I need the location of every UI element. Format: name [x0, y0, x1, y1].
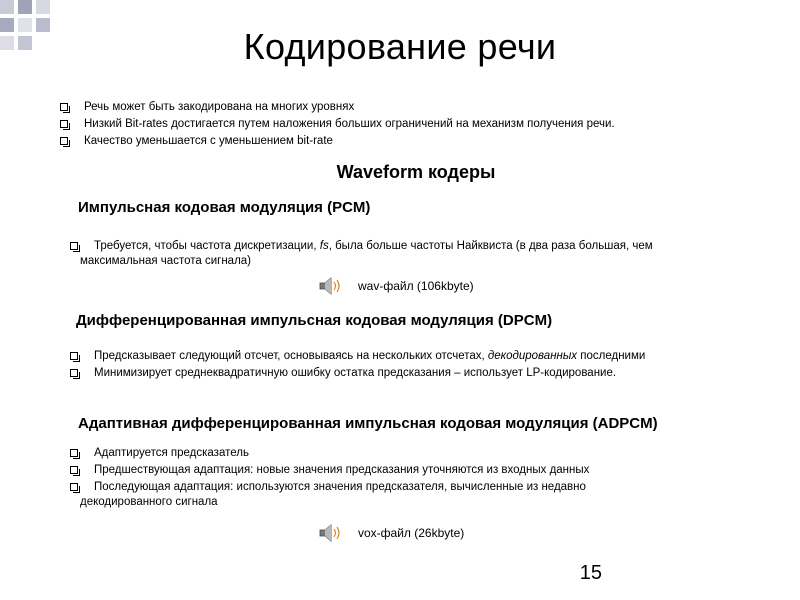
checkbox-bullet-icon [70, 352, 78, 360]
speaker-icon[interactable] [318, 275, 344, 297]
checkbox-bullet-icon [70, 466, 78, 474]
adpcm-bullet-list [66, 445, 776, 496]
checkbox-bullet-icon [60, 137, 68, 145]
adpcm-heading: Адаптивная дифференцированная импульсная кодовая модуляция (ADPCM) [78, 415, 658, 432]
list-item: Предшествующая адаптация: новые значения предсказания уточняются из входных данных [66, 462, 776, 479]
dpcm-heading: Дифференцированная импульсная кодовая модуляция (DPCM) [76, 312, 553, 329]
list-item: Минимизирует среднеквадратичную ошибку остатка предсказания – использует LP-кодирование. [66, 365, 776, 382]
adpcm-bullet-continuation: декодированного сигнала [80, 496, 218, 508]
checkbox-bullet-icon [60, 120, 68, 128]
list-item: Требуется, чтобы частота дискретизации, fs, была больше частоты Найквиста (в два раза большая, чем [66, 238, 766, 255]
pcm-bullet-continuation: максимальная частота сигнала) [80, 255, 252, 267]
intro-bullet-list [56, 99, 776, 150]
slide-title: Кодирование речи [243, 26, 557, 67]
speaker-icon[interactable] [318, 522, 344, 544]
waveform-heading: Waveform кодеры [336, 162, 496, 182]
list-item: Предсказывает следующий отсчет, основываясь на нескольких отсчетах, декодированных последними [66, 348, 776, 365]
list-item: Низкий Bit-rates достигается путем наложения больших ограничений на механизм получения речи. [56, 116, 776, 133]
list-item: Последующая адаптация: используются значения предсказателя, вычисленные из недавно [66, 479, 776, 496]
pcm-bullet-list [66, 238, 766, 255]
dpcm-bullet-list [66, 348, 776, 382]
list-item: Адаптируется предсказатель [66, 445, 776, 462]
page-number: 15 [579, 562, 602, 584]
checkbox-bullet-icon [70, 242, 78, 250]
list-item: Речь может быть закодирована на многих уровнях [56, 99, 776, 116]
pcm-heading: Импульсная кодовая модуляция (PCM) [78, 199, 371, 216]
adpcm-audio-label[interactable]: vox-файл (26kbyte) [358, 526, 465, 540]
checkbox-bullet-icon [70, 449, 78, 457]
pcm-audio-label[interactable]: wav-файл (106kbyte) [358, 279, 474, 293]
checkbox-bullet-icon [70, 483, 78, 491]
list-item: Качество уменьшается с уменьшением bit-rate [56, 133, 776, 150]
checkbox-bullet-icon [60, 103, 68, 111]
pcm-audio-link[interactable] [318, 275, 474, 297]
adpcm-audio-link[interactable] [318, 522, 464, 544]
checkbox-bullet-icon [70, 369, 78, 377]
